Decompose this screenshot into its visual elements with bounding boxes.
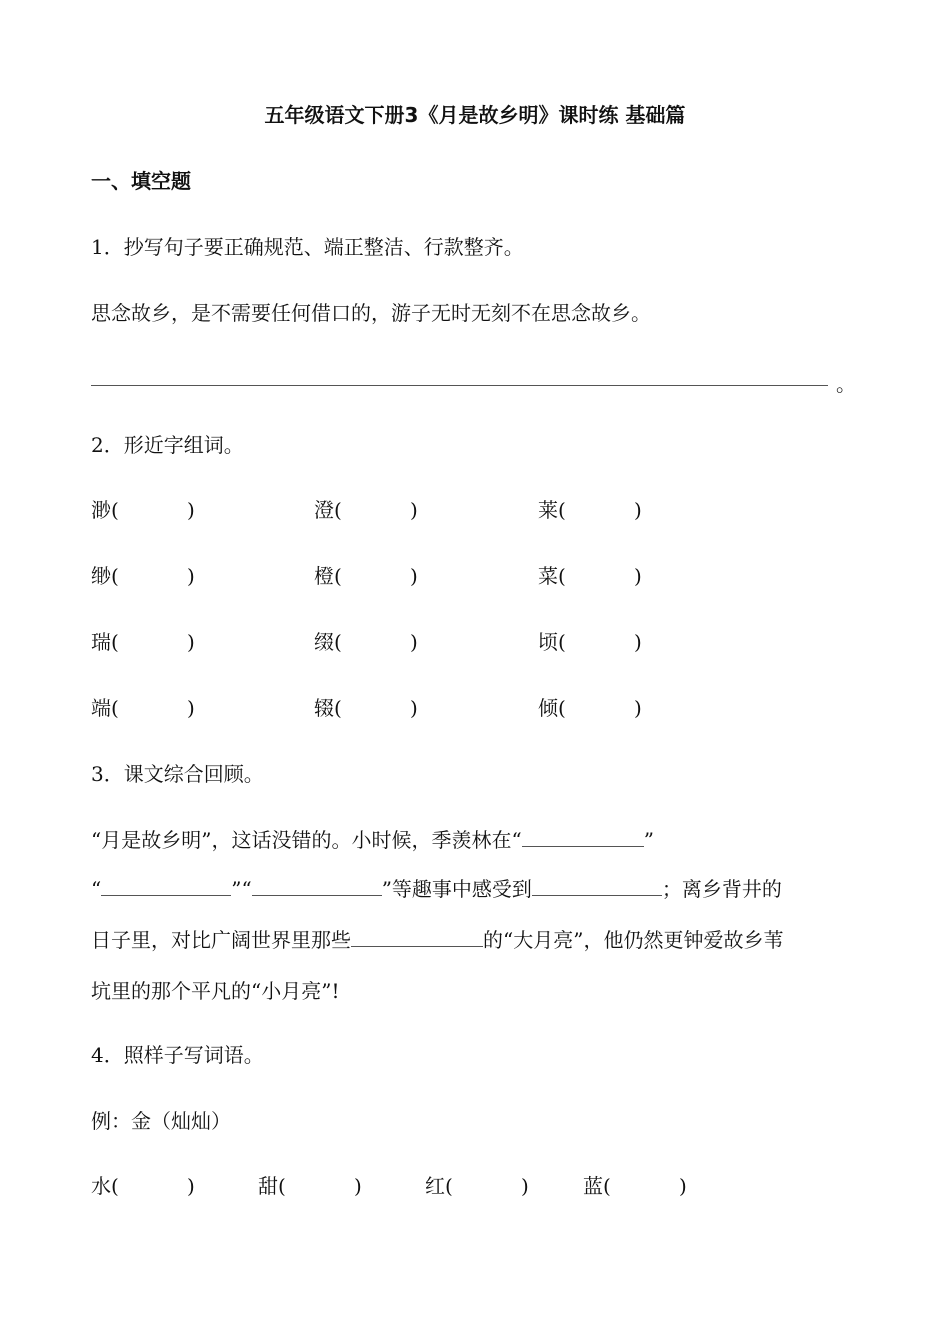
- blank-3[interactable]: [252, 877, 382, 896]
- review-paragraph-line-4: 坑里的那个平凡的“小月亮”!: [91, 979, 340, 1003]
- question-1-prompt: 1．抄写句子要正确规范、端正整洁、行款整齐。: [91, 235, 524, 259]
- question-3-prompt: 3．课文综合回顾。: [91, 762, 264, 786]
- word-group-item[interactable]: 缀( ): [314, 630, 418, 654]
- question-1-sentence: 思念故乡，是不需要任何借口的，游子无时无刻不在思念故乡。: [91, 301, 651, 325]
- question-4-prompt: 4．照样子写词语。: [91, 1043, 264, 1067]
- word-group-item[interactable]: 倾( ): [538, 696, 642, 720]
- word-group-item[interactable]: 瑞( ): [91, 630, 195, 654]
- copy-answer-line[interactable]: [91, 385, 828, 386]
- word-pattern-item[interactable]: 水( ): [91, 1174, 195, 1198]
- answer-end-mark: 。: [836, 372, 856, 396]
- word-group-item[interactable]: 端( ): [91, 696, 195, 720]
- word-group-item[interactable]: 澄( ): [314, 498, 418, 522]
- review-paragraph-line-3: 日子里，对比广阔世界里那些 的“大月亮”，他仍然更钟爱故乡苇: [91, 928, 784, 952]
- word-group-item[interactable]: 莱( ): [538, 498, 642, 522]
- question-2-prompt: 2．形近字组词。: [91, 433, 244, 457]
- blank-1[interactable]: [522, 828, 644, 847]
- section-heading: 一、填空题: [91, 169, 191, 193]
- word-group-item[interactable]: 渺( ): [91, 498, 195, 522]
- blank-4[interactable]: [532, 877, 662, 896]
- page-title: 五年级语文下册3《月是故乡明》课时练 基础篇: [264, 103, 686, 127]
- word-group-item[interactable]: 辍( ): [314, 696, 418, 720]
- review-paragraph-line-1: “月是故乡明”，这话没错的。小时候，季羡林在“ ”: [91, 828, 654, 852]
- word-pattern-item[interactable]: 蓝( ): [583, 1174, 687, 1198]
- word-group-item[interactable]: 缈( ): [91, 564, 195, 588]
- word-group-item[interactable]: 菜( ): [538, 564, 642, 588]
- word-group-item[interactable]: 橙( ): [314, 564, 418, 588]
- word-group-item[interactable]: 顷( ): [538, 630, 642, 654]
- question-4-example: 例：金（灿灿）: [91, 1109, 231, 1133]
- word-pattern-item[interactable]: 甜( ): [258, 1174, 362, 1198]
- blank-5[interactable]: [351, 928, 483, 947]
- blank-2[interactable]: [101, 877, 231, 896]
- review-paragraph-line-2: “ ”“ ”等趣事中感受到 ；离乡背井的: [91, 877, 782, 901]
- word-pattern-item[interactable]: 红( ): [425, 1174, 529, 1198]
